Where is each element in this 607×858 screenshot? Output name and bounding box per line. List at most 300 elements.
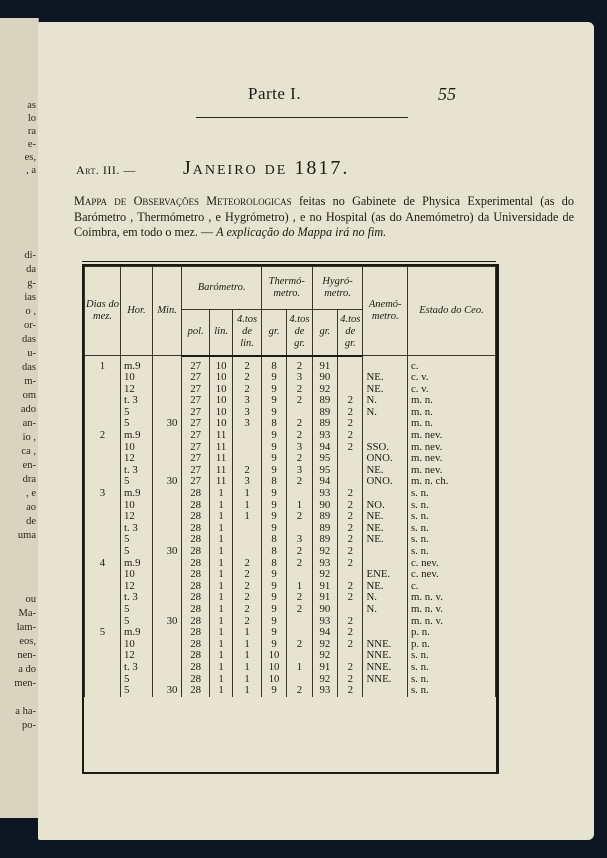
cell-hora: 5 xyxy=(121,674,153,686)
cell-dia xyxy=(85,476,121,488)
book-page xyxy=(38,22,594,840)
cell-hora: 10 xyxy=(121,372,153,384)
cell-dia: 3 xyxy=(85,488,121,500)
cell-dia xyxy=(85,569,121,581)
cell-minuto xyxy=(152,488,182,500)
cell-minuto: 30 xyxy=(152,616,182,628)
table-row xyxy=(85,569,496,581)
cell-lin: 1 xyxy=(209,511,232,523)
cell-quartos-gr-hygro: 2 xyxy=(338,592,363,604)
cell-quartos-lin: 2 xyxy=(233,569,262,581)
cell-gr-hygro: 89 xyxy=(312,534,337,546)
cell-quartos-gr-thermo: 2 xyxy=(287,453,312,465)
cell-estado: m. n. xyxy=(407,418,495,430)
cell-hora: 12 xyxy=(121,453,153,465)
facing-page-fragment: dra xyxy=(22,474,36,485)
cell-quartos-gr-thermo: 3 xyxy=(287,442,312,454)
cell-minuto xyxy=(152,523,182,535)
cell-anemometro xyxy=(363,685,407,697)
page-number: 55 xyxy=(438,84,456,104)
cell-quartos-gr-hygro: 2 xyxy=(338,674,363,686)
cell-estado: c. xyxy=(407,581,495,593)
cell-hora: 5 xyxy=(121,418,153,430)
cell-hora: m.9 xyxy=(121,558,153,570)
cell-minuto xyxy=(152,430,182,442)
cell-anemometro xyxy=(363,430,407,442)
cell-dia xyxy=(85,442,121,454)
cell-minuto xyxy=(152,674,182,686)
cell-quartos-gr-thermo xyxy=(287,616,312,628)
table-row xyxy=(85,384,496,396)
cell-quartos-gr-thermo xyxy=(287,488,312,500)
cell-pol: 28 xyxy=(182,546,210,558)
cell-gr-hygro: 93 xyxy=(312,430,337,442)
cell-quartos-gr-hygro: 2 xyxy=(338,534,363,546)
part-title: Parte I. xyxy=(248,84,302,103)
table-row xyxy=(85,372,496,384)
cell-dia xyxy=(85,639,121,651)
cell-gr-thermo: 9 xyxy=(261,627,286,639)
table-header-row xyxy=(85,267,496,310)
cell-quartos-lin: 1 xyxy=(233,662,262,674)
cell-gr-thermo: 9 xyxy=(261,523,286,535)
cell-quartos-gr-thermo: 2 xyxy=(287,384,312,396)
cell-pol: 27 xyxy=(182,418,210,430)
cell-quartos-lin: 2 xyxy=(233,372,262,384)
cell-estado: m. nev. xyxy=(407,442,495,454)
cell-hora: 10 xyxy=(121,442,153,454)
cell-minuto: 30 xyxy=(152,685,182,697)
facing-page-fragment: di- xyxy=(24,250,36,261)
col-quartos-lin: 4.tos de lin. xyxy=(233,310,262,356)
cell-quartos-lin xyxy=(233,546,262,558)
cell-lin: 10 xyxy=(209,372,232,384)
cell-gr-hygro: 94 xyxy=(312,627,337,639)
cell-lin: 1 xyxy=(209,650,232,662)
cell-minuto xyxy=(152,569,182,581)
cell-quartos-gr-thermo: 1 xyxy=(287,662,312,674)
cell-lin: 1 xyxy=(209,685,232,697)
cell-quartos-gr-thermo xyxy=(287,627,312,639)
cell-dia xyxy=(85,407,121,419)
cell-gr-thermo: 9 xyxy=(261,581,286,593)
cell-gr-hygro: 90 xyxy=(312,500,337,512)
cell-pol: 27 xyxy=(182,442,210,454)
cell-gr-thermo: 9 xyxy=(261,465,286,477)
cell-gr-thermo: 8 xyxy=(261,534,286,546)
cell-pol: 28 xyxy=(182,662,210,674)
cell-hora: 5 xyxy=(121,534,153,546)
cell-anemometro: N. xyxy=(363,407,407,419)
cell-gr-hygro: 92 xyxy=(312,674,337,686)
cell-gr-thermo: 8 xyxy=(261,558,286,570)
cell-dia xyxy=(85,395,121,407)
cell-lin: 1 xyxy=(209,581,232,593)
cell-gr-hygro: 92 xyxy=(312,569,337,581)
cell-dia xyxy=(85,453,121,465)
cell-minuto xyxy=(152,627,182,639)
cell-pol: 28 xyxy=(182,511,210,523)
cell-anemometro: NE. xyxy=(363,465,407,477)
cell-quartos-lin xyxy=(233,523,262,535)
cell-anemometro: ONO. xyxy=(363,453,407,465)
cell-pol: 28 xyxy=(182,674,210,686)
cell-quartos-lin: 2 xyxy=(233,465,262,477)
cell-quartos-gr-hygro: 2 xyxy=(338,639,363,651)
cell-pol: 27 xyxy=(182,407,210,419)
table-row xyxy=(85,592,496,604)
col-hygrometro: Hygró- metro. xyxy=(312,267,363,310)
intro-paragraph xyxy=(74,194,574,241)
cell-hora: t. 3 xyxy=(121,395,153,407)
running-header xyxy=(38,84,594,114)
cell-anemometro xyxy=(363,361,407,373)
cell-gr-thermo: 9 xyxy=(261,569,286,581)
facing-page-fragment: ca , xyxy=(21,446,36,457)
cell-minuto xyxy=(152,511,182,523)
cell-quartos-lin: 1 xyxy=(233,639,262,651)
table-row xyxy=(85,488,496,500)
cell-gr-thermo: 9 xyxy=(261,592,286,604)
cell-hora: 10 xyxy=(121,500,153,512)
table-row xyxy=(85,534,496,546)
facing-page-fragment: om xyxy=(22,390,36,401)
cell-gr-thermo: 8 xyxy=(261,418,286,430)
cell-lin: 1 xyxy=(209,534,232,546)
cell-gr-hygro: 89 xyxy=(312,523,337,535)
cell-quartos-gr-hygro: 2 xyxy=(338,442,363,454)
cell-gr-thermo: 9 xyxy=(261,384,286,396)
facing-page-fragment: da xyxy=(26,264,36,275)
cell-estado: s. n. xyxy=(407,523,495,535)
cell-dia xyxy=(85,500,121,512)
table-row xyxy=(85,361,496,373)
cell-anemometro: NE. xyxy=(363,523,407,535)
cell-anemometro: N. xyxy=(363,604,407,616)
cell-quartos-gr-thermo: 2 xyxy=(287,476,312,488)
cell-quartos-gr-hygro: 2 xyxy=(338,407,363,419)
col-estado: Estado do Ceo. xyxy=(407,267,495,356)
cell-pol: 27 xyxy=(182,465,210,477)
cell-anemometro xyxy=(363,546,407,558)
cell-estado: s. n. xyxy=(407,662,495,674)
facing-page-fragment: as xyxy=(27,100,36,111)
cell-estado: m. nev. xyxy=(407,430,495,442)
cell-minuto: 30 xyxy=(152,418,182,430)
facing-page-fragment: das xyxy=(22,334,36,345)
cell-estado: m. n. xyxy=(407,407,495,419)
facing-page-fragment: po- xyxy=(22,720,36,731)
cell-quartos-lin: 2 xyxy=(233,592,262,604)
cell-lin: 1 xyxy=(209,662,232,674)
cell-quartos-gr-thermo: 2 xyxy=(287,546,312,558)
cell-estado: s. n. xyxy=(407,511,495,523)
cell-pol: 28 xyxy=(182,685,210,697)
cell-anemometro: N. xyxy=(363,592,407,604)
cell-quartos-gr-thermo xyxy=(287,674,312,686)
facing-page-fragment: g- xyxy=(27,278,36,289)
cell-quartos-gr-hygro: 2 xyxy=(338,418,363,430)
cell-quartos-gr-hygro xyxy=(338,604,363,616)
cell-quartos-gr-thermo: 3 xyxy=(287,534,312,546)
cell-dia xyxy=(85,650,121,662)
article-label: Art. III. — xyxy=(76,163,136,177)
cell-hora: 12 xyxy=(121,511,153,523)
cell-estado: c. v. xyxy=(407,384,495,396)
cell-anemometro: NO. xyxy=(363,500,407,512)
cell-gr-hygro: 93 xyxy=(312,558,337,570)
cell-anemometro: NE. xyxy=(363,534,407,546)
cell-quartos-lin: 3 xyxy=(233,395,262,407)
cell-estado: s. n. xyxy=(407,650,495,662)
cell-hora: t. 3 xyxy=(121,523,153,535)
cell-gr-thermo: 9 xyxy=(261,616,286,628)
cell-quartos-gr-hygro: 2 xyxy=(338,523,363,535)
cell-pol: 27 xyxy=(182,372,210,384)
table-row xyxy=(85,430,496,442)
cell-anemometro: SSO. xyxy=(363,442,407,454)
cell-lin: 1 xyxy=(209,546,232,558)
cell-minuto xyxy=(152,662,182,674)
cell-minuto xyxy=(152,384,182,396)
cell-estado: s. n. xyxy=(407,674,495,686)
cell-quartos-lin: 1 xyxy=(233,500,262,512)
facing-page-fragment: a do xyxy=(18,664,36,675)
cell-gr-hygro: 90 xyxy=(312,604,337,616)
facing-page-fragment: ou xyxy=(25,594,36,605)
facing-page-fragment: eos, xyxy=(19,636,36,647)
cell-anemometro: NNE. xyxy=(363,674,407,686)
cell-hora: 5 xyxy=(121,616,153,628)
cell-lin: 1 xyxy=(209,558,232,570)
cell-hora: m.9 xyxy=(121,627,153,639)
cell-hora: t. 3 xyxy=(121,592,153,604)
cell-quartos-gr-hygro: 2 xyxy=(338,627,363,639)
cell-gr-thermo: 10 xyxy=(261,662,286,674)
cell-gr-thermo: 9 xyxy=(261,395,286,407)
cell-gr-hygro: 92 xyxy=(312,639,337,651)
cell-lin: 1 xyxy=(209,569,232,581)
col-gr-hygro: gr. xyxy=(312,310,337,356)
cell-pol: 27 xyxy=(182,395,210,407)
cell-anemometro xyxy=(363,558,407,570)
cell-gr-hygro: 92 xyxy=(312,650,337,662)
cell-quartos-gr-hygro xyxy=(338,372,363,384)
cell-dia xyxy=(85,418,121,430)
cell-minuto xyxy=(152,465,182,477)
cell-anemometro xyxy=(363,488,407,500)
table-row xyxy=(85,523,496,535)
cell-hora: 10 xyxy=(121,639,153,651)
cell-estado: s. n. xyxy=(407,685,495,697)
cell-quartos-lin: 2 xyxy=(233,384,262,396)
cell-estado: m. n. xyxy=(407,395,495,407)
cell-quartos-lin: 2 xyxy=(233,581,262,593)
cell-quartos-gr-hygro: 2 xyxy=(338,395,363,407)
cell-lin: 10 xyxy=(209,407,232,419)
col-lin: lin. xyxy=(209,310,232,356)
cell-quartos-lin: 2 xyxy=(233,616,262,628)
cell-hora: t. 3 xyxy=(121,662,153,674)
cell-minuto xyxy=(152,395,182,407)
facing-page-fragment: io , xyxy=(22,432,36,443)
facing-page-fragment: , e xyxy=(26,488,36,499)
cell-dia xyxy=(85,511,121,523)
cell-quartos-gr-thermo: 2 xyxy=(287,604,312,616)
cell-anemometro xyxy=(363,627,407,639)
cell-minuto xyxy=(152,604,182,616)
cell-gr-hygro: 92 xyxy=(312,546,337,558)
cell-pol: 28 xyxy=(182,558,210,570)
cell-gr-hygro: 95 xyxy=(312,453,337,465)
cell-hora: 12 xyxy=(121,384,153,396)
facing-page-fragment: uma xyxy=(17,530,36,541)
cell-pol: 28 xyxy=(182,604,210,616)
cell-quartos-lin: 1 xyxy=(233,488,262,500)
cell-dia xyxy=(85,604,121,616)
cell-hora: 5 xyxy=(121,685,153,697)
cell-minuto xyxy=(152,361,182,373)
cell-pol: 27 xyxy=(182,476,210,488)
facing-page-fragment: ra xyxy=(27,126,36,137)
table-row xyxy=(85,581,496,593)
facing-page-fragment: lo xyxy=(27,113,36,124)
table-row xyxy=(85,616,496,628)
facing-page-fragment: an- xyxy=(22,418,36,429)
facing-page-fragment: e- xyxy=(27,139,36,150)
facing-page-fragment: lam- xyxy=(16,622,36,633)
cell-estado: m. n. v. xyxy=(407,604,495,616)
cell-lin: 1 xyxy=(209,500,232,512)
facing-page-fragment: de xyxy=(26,516,36,527)
cell-gr-hygro: 91 xyxy=(312,662,337,674)
cell-quartos-gr-thermo xyxy=(287,650,312,662)
cell-anemometro: NE. xyxy=(363,384,407,396)
facing-page-fragment: es, xyxy=(24,152,36,163)
cell-anemometro xyxy=(363,616,407,628)
cell-gr-thermo: 8 xyxy=(261,361,286,373)
cell-gr-hygro: 92 xyxy=(312,384,337,396)
cell-anemometro: ENE. xyxy=(363,569,407,581)
cell-gr-hygro: 91 xyxy=(312,581,337,593)
col-pol: pol. xyxy=(182,310,210,356)
table-row xyxy=(85,453,496,465)
cell-pol: 27 xyxy=(182,384,210,396)
cell-hora: 10 xyxy=(121,569,153,581)
col-anemometro: Anemó- metro. xyxy=(363,267,407,356)
cell-quartos-lin: 3 xyxy=(233,418,262,430)
cell-minuto xyxy=(152,442,182,454)
cell-quartos-gr-hygro: 2 xyxy=(338,558,363,570)
cell-lin: 10 xyxy=(209,361,232,373)
cell-minuto xyxy=(152,592,182,604)
cell-lin: 1 xyxy=(209,488,232,500)
cell-gr-thermo: 9 xyxy=(261,430,286,442)
cell-lin: 11 xyxy=(209,453,232,465)
cell-quartos-gr-hygro xyxy=(338,465,363,477)
cell-gr-hygro: 89 xyxy=(312,418,337,430)
article-title: Janeiro de 1817. xyxy=(183,157,350,179)
cell-estado: s. n. xyxy=(407,488,495,500)
intro-italic: A explicação do Mappa irá no fim. xyxy=(216,225,387,239)
table-row xyxy=(85,500,496,512)
cell-estado: p. n. xyxy=(407,639,495,651)
cell-quartos-gr-thermo: 1 xyxy=(287,500,312,512)
cell-gr-hygro: 93 xyxy=(312,488,337,500)
cell-hora: 12 xyxy=(121,650,153,662)
cell-dia xyxy=(85,674,121,686)
cell-gr-thermo: 9 xyxy=(261,407,286,419)
cell-gr-hygro: 93 xyxy=(312,616,337,628)
facing-page-fragment: nen- xyxy=(17,650,36,661)
cell-quartos-lin: 1 xyxy=(233,674,262,686)
cell-quartos-gr-hygro xyxy=(338,650,363,662)
col-min: Min. xyxy=(152,267,182,356)
cell-quartos-lin: 1 xyxy=(233,650,262,662)
table-row xyxy=(85,476,496,488)
cell-quartos-gr-thermo: 2 xyxy=(287,511,312,523)
cell-gr-hygro: 94 xyxy=(312,476,337,488)
cell-minuto: 30 xyxy=(152,476,182,488)
cell-estado: s. n. xyxy=(407,534,495,546)
cell-quartos-lin: 2 xyxy=(233,361,262,373)
cell-estado: m. n. v. xyxy=(407,616,495,628)
col-hor: Hor. xyxy=(121,267,153,356)
cell-lin: 1 xyxy=(209,604,232,616)
cell-dia: 4 xyxy=(85,558,121,570)
cell-quartos-gr-thermo: 2 xyxy=(287,639,312,651)
cell-gr-thermo: 8 xyxy=(261,476,286,488)
cell-minuto xyxy=(152,534,182,546)
cell-dia: 5 xyxy=(85,627,121,639)
cell-minuto xyxy=(152,372,182,384)
cell-quartos-gr-hygro: 2 xyxy=(338,430,363,442)
table-row xyxy=(85,650,496,662)
col-barometro: Barómetro. xyxy=(182,267,261,310)
cell-gr-hygro: 90 xyxy=(312,372,337,384)
cell-hora: 5 xyxy=(121,604,153,616)
facing-page-fragment: a ha- xyxy=(15,706,36,717)
cell-dia xyxy=(85,685,121,697)
cell-hora: m.9 xyxy=(121,361,153,373)
cell-dia xyxy=(85,546,121,558)
cell-pol: 28 xyxy=(182,488,210,500)
cell-gr-hygro: 93 xyxy=(312,685,337,697)
facing-page-fragment: men- xyxy=(14,678,36,689)
cell-gr-thermo: 9 xyxy=(261,488,286,500)
cell-quartos-gr-hygro: 2 xyxy=(338,662,363,674)
cell-quartos-gr-hygro xyxy=(338,361,363,373)
cell-gr-hygro: 89 xyxy=(312,407,337,419)
cell-hora: 5 xyxy=(121,407,153,419)
cell-dia xyxy=(85,523,121,535)
cell-lin: 11 xyxy=(209,476,232,488)
table-row xyxy=(85,442,496,454)
cell-dia xyxy=(85,592,121,604)
cell-hora: 5 xyxy=(121,546,153,558)
cell-minuto xyxy=(152,581,182,593)
cell-lin: 11 xyxy=(209,442,232,454)
cell-quartos-lin: 2 xyxy=(233,558,262,570)
cell-gr-hygro: 94 xyxy=(312,442,337,454)
cell-gr-thermo: 9 xyxy=(261,442,286,454)
col-quartos-gr-hygro: 4.tos de gr. xyxy=(338,310,363,356)
table-row xyxy=(85,465,496,477)
cell-estado: m. nev. xyxy=(407,453,495,465)
table-row xyxy=(85,558,496,570)
article-heading xyxy=(76,157,576,183)
cell-estado: m. n. ch. xyxy=(407,476,495,488)
